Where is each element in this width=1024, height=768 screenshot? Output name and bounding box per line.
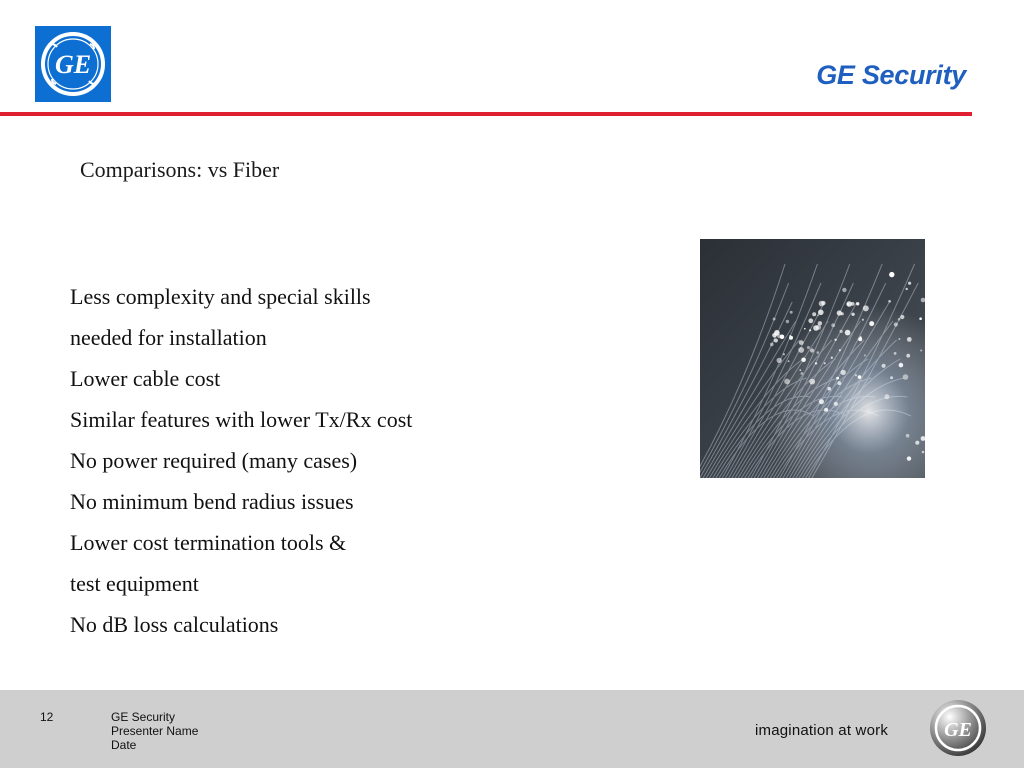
fiber-light-point [894, 352, 897, 355]
fiber-light-point [842, 288, 846, 292]
fiber-light-point [809, 379, 815, 385]
fiber-light-point [906, 354, 910, 358]
footer-info [111, 710, 198, 752]
list-item: Lower cost termination tools & [70, 530, 347, 555]
fiber-light-point [784, 379, 790, 385]
list-item: Similar features with lower Tx/Rx cost [70, 407, 413, 432]
fiber-light-point [809, 329, 811, 331]
fiber-light-point [907, 337, 912, 342]
fiber-light-point [851, 313, 854, 316]
fiber-light-point [836, 377, 839, 380]
fiber-light-point [903, 374, 909, 380]
fiber-light-point [855, 374, 857, 376]
footer-date: Date [111, 738, 137, 752]
list-item: test equipment [70, 571, 199, 596]
fiber-light-point [858, 375, 862, 379]
fiber-light-point [898, 318, 901, 321]
fiber-light-point [777, 358, 782, 363]
fiber-light-point [813, 325, 819, 331]
ge-logo-icon [35, 26, 111, 102]
list-item: Lower cable cost [70, 366, 221, 391]
fiber-light-point [810, 348, 814, 352]
fiber-light-point [851, 302, 855, 306]
fiber-light-point [919, 317, 922, 320]
tagline: imagination at work [755, 722, 889, 739]
fiber-light-point [888, 300, 891, 303]
fiber-light-point [906, 288, 908, 290]
fiber-light-point [884, 394, 889, 399]
fiber-light-point [845, 330, 851, 336]
comparison-list [70, 281, 412, 650]
fiber-light-point [790, 311, 793, 314]
fiber-light-point [862, 319, 864, 321]
fiber-light-point [890, 376, 893, 379]
fiber-light-point [798, 347, 804, 353]
fiber-light-point [827, 387, 831, 391]
fiber-light-point [815, 362, 817, 364]
slide-number: 12 [40, 710, 54, 724]
list-item: Less complexity and special skills [70, 284, 371, 309]
fiber-light-point [801, 372, 804, 375]
fiber-light-point [831, 357, 833, 359]
fiber-light-point [840, 330, 843, 333]
list-item: needed for installation [70, 325, 267, 350]
fiber-light-point [783, 353, 785, 355]
fiber-light-point [922, 451, 925, 454]
fiber-light-point [774, 339, 778, 343]
fiber-light-point [818, 310, 824, 316]
fiber-light-point [789, 336, 793, 340]
fiber-light-point [863, 305, 869, 311]
fiber-light-point [907, 456, 911, 460]
header-divider [0, 112, 972, 116]
fiber-light-point [834, 339, 836, 341]
fiber-light-point [864, 354, 866, 356]
ge-footer-logo-letters: GE [944, 719, 972, 741]
fiber-light-point [837, 381, 841, 385]
fiber-light-point [817, 315, 819, 317]
fiber-light-point [900, 315, 904, 319]
fiber-light-point [786, 320, 789, 323]
fiber-light-point [899, 363, 904, 368]
fiber-light-point [869, 321, 874, 326]
fiber-light-point [817, 351, 820, 354]
fiber-light-point [882, 364, 886, 368]
fiber-light-point [799, 340, 804, 345]
fiber-light-point [834, 402, 838, 406]
ge-footer-logo-icon [929, 699, 987, 757]
footer-bar [0, 690, 1024, 768]
fiber-light-point [908, 282, 911, 285]
fiber-light-point [812, 312, 816, 316]
fiber-optic-photo [700, 239, 925, 478]
fiber-light-point [818, 321, 822, 325]
fiber-light-point [906, 434, 910, 438]
fiber-light-point [915, 441, 919, 445]
fiber-light-point [801, 358, 806, 363]
ge-logo-letters: GE [54, 50, 92, 79]
fiber-light-point [858, 337, 862, 341]
fiber-light-point [839, 349, 841, 351]
footer-company: GE Security [111, 710, 176, 724]
fiber-light-point [889, 272, 894, 277]
fiber-light-point [831, 323, 835, 327]
fiber-light-point [788, 360, 790, 362]
slide-heading: Comparisons: vs Fiber [80, 157, 280, 182]
fiber-light-point [894, 322, 898, 326]
fiber-light-point [821, 301, 825, 305]
fiber-light-point [770, 343, 774, 347]
fiber-light-point [773, 318, 776, 321]
fiber-light-point [807, 346, 810, 349]
brand-title: GE Security [816, 60, 966, 90]
footer-presenter: Presenter Name [111, 724, 199, 738]
fiber-light-point [799, 369, 801, 371]
fiber-light-point [804, 328, 806, 330]
fiber-light-point [824, 408, 828, 412]
fiber-light-point [837, 310, 842, 315]
fiber-light-point [777, 334, 781, 338]
list-item: No dB loss calculations [70, 612, 279, 637]
fiber-light-point [808, 318, 813, 323]
fiber-light-point [856, 302, 859, 305]
list-item: No minimum bend radius issues [70, 489, 354, 514]
fiber-light-point [920, 350, 922, 352]
list-item: No power required (many cases) [70, 448, 358, 473]
fiber-light-point [841, 370, 846, 375]
fiber-light-point [898, 338, 900, 340]
fiber-light-point [819, 399, 824, 404]
fiber-light-point [824, 362, 826, 364]
